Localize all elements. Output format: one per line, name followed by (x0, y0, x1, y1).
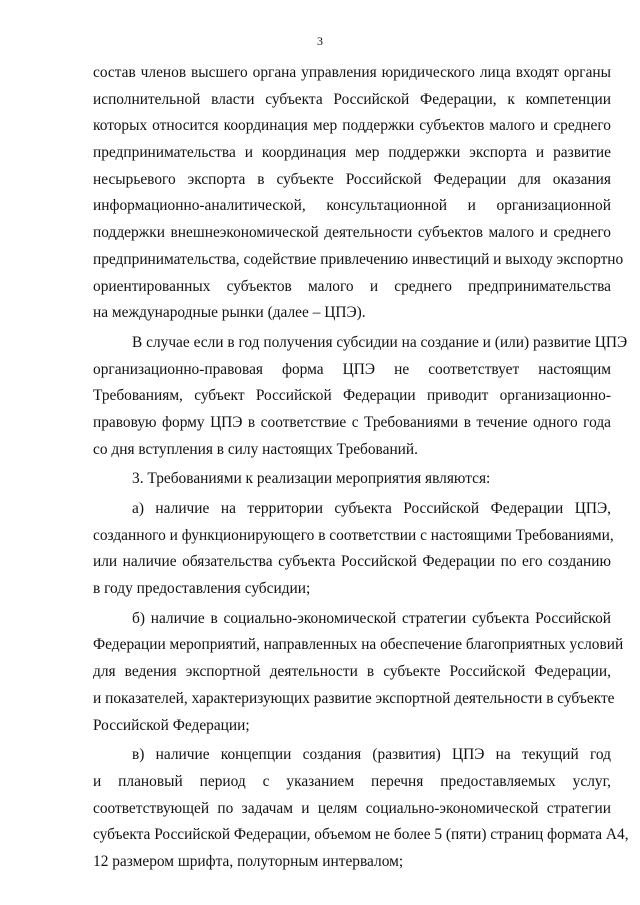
text-line: ориентированных субъектов малого и среднего предпринимательства (93, 277, 611, 295)
text-line: В случае если в год получения субсидии на создание и (или) развитие ЦПЭ (132, 333, 628, 351)
text-line: Российской Федерации; (93, 716, 250, 734)
text-line: состав членов высшего органа управления юридического лица входят органы (93, 64, 611, 81)
text-line: предпринимательства и координация мер поддержки экспорта и развитие (93, 144, 611, 162)
paragraph (93, 466, 611, 493)
text-line: в году предоставления субсидии; (93, 580, 311, 598)
text-line: поддержки внешнеэкономической деятельности субъектов малого и среднего (93, 224, 611, 242)
paragraph (93, 496, 614, 603)
text-line: информационно-аналитической, консультационной и организационной (93, 197, 611, 215)
text-line: 3. Требованиями к реализации мероприятия являются: (132, 470, 491, 488)
paragraph (93, 60, 624, 327)
document-body (93, 60, 629, 876)
text-line: Федерации мероприятий, направленных на обеспечение благоприятных условий (93, 636, 624, 654)
text-line: и показателей, характеризующих развитие экспортной деятельности в субъекте (93, 689, 615, 707)
paragraph (93, 330, 628, 463)
text-line: несырьевого экспорта в субъекте Российской Федерации для оказания (93, 170, 611, 188)
text-line: организационно-правовая форма ЦПЭ не соответствует настоящим (93, 360, 611, 378)
text-line: и плановый период с указанием перечня предоставляемых услуг, (93, 772, 611, 790)
text-line: 12 размером шрифта, полуторным интервалом; (93, 852, 404, 870)
text-line: Требованиям, субъект Российской Федерации приводит организационно- (93, 387, 611, 405)
paragraph (93, 606, 624, 739)
text-line: в) наличие концепции создания (развития) ЦПЭ на текущий год (132, 746, 611, 764)
text-line: для ведения экспортной деятельности в субъекте Российской Федерации, (93, 663, 611, 681)
text-line: соответствующей по задачам и целям социально-экономической стратегии (93, 799, 611, 817)
text-line: исполнительной власти субъекта Российской Федерации, к компетенции (93, 90, 611, 108)
text-line: предпринимательства, содействие привлечению инвестиций и выходу экспортно (93, 250, 624, 268)
text-line: б) наличие в социально-экономической стратегии субъекта Российской (132, 609, 611, 627)
text-line: субъекта Российской Федерации, объемом не более 5 (пяти) страниц формата А4, (93, 826, 629, 844)
paragraph (93, 742, 629, 875)
text-line: созданного и функционирующего в соответствии с настоящими Требованиями, (93, 526, 614, 544)
text-line: на международные рынки (далее – ЦПЭ). (93, 304, 366, 322)
text-line: а) наличие на территории субъекта Российской Федерации ЦПЭ, (132, 500, 611, 517)
page-number: 3 (317, 34, 323, 48)
text-line: которых относится координация мер поддержки субъектов малого и среднего (93, 117, 611, 135)
text-line: со дня вступления в силу настоящих Требований. (93, 440, 418, 458)
text-line: или наличие обязательства субъекта Российской Федерации по его созданию (93, 553, 611, 571)
text-line: правовую форму ЦПЭ в соответствие с Требованиями в течение одного года (93, 413, 611, 431)
